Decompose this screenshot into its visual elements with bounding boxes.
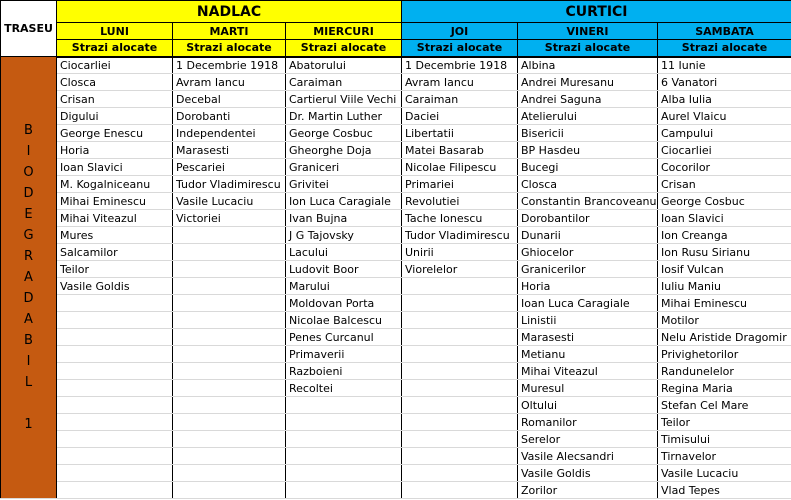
street-cell[interactable]: Ion Luca Caragiale [286,193,402,210]
street-cell[interactable]: Tudor Vladimirescu [173,176,286,193]
street-cell[interactable]: Revolutiei [402,193,518,210]
street-cell[interactable] [57,397,173,414]
table-row [1,74,791,91]
header-day-row [1,23,791,40]
street-cell[interactable]: Andrei Muresanu [518,74,658,91]
street-cell[interactable]: Bucegi [518,159,658,176]
traseu-letter: B [24,123,33,138]
street-cell[interactable]: Alba Iulia [658,91,791,108]
street-cell[interactable]: Abatorului [286,57,402,74]
street-cell[interactable]: Teilor [658,414,791,431]
street-cell[interactable]: Marului [286,278,402,295]
street-cell[interactable]: Tache Ionescu [402,210,518,227]
street-cell[interactable] [402,414,518,431]
group-header-nadlac[interactable]: NADLAC [57,1,402,23]
street-cell[interactable] [402,278,518,295]
street-cell[interactable]: Timisului [658,431,791,448]
street-cell[interactable]: Albina [518,57,658,74]
street-cell[interactable]: Nicolae Balcescu [286,312,402,329]
street-cell[interactable]: Pescariei [173,159,286,176]
street-cell[interactable]: Dorobantilor [518,210,658,227]
table-row [1,380,791,397]
street-cell[interactable]: Avram Iancu [402,74,518,91]
traseu-letter: D [23,291,34,306]
street-cell[interactable]: Stefan Cel Mare [658,397,791,414]
street-cell[interactable]: Daciei [402,108,518,125]
table-row [1,193,791,210]
sub-header-cell[interactable]: Strazi alocate [402,40,518,57]
street-cell[interactable] [402,448,518,465]
street-cell[interactable]: Serelor [518,431,658,448]
sub-header-cell[interactable]: Strazi alocate [286,40,402,57]
street-cell[interactable]: Primaverii [286,346,402,363]
street-cell[interactable]: Mihai Viteazul [57,210,173,227]
street-cell[interactable]: Iosif Vulcan [658,261,791,278]
traseu-name-cell[interactable] [1,57,57,499]
street-cell[interactable] [173,448,286,465]
street-cell[interactable]: Primariei [402,176,518,193]
table-row [1,414,791,431]
street-cell[interactable]: Ioan Slavici [658,210,791,227]
street-cell[interactable]: Crisan [57,91,173,108]
street-cell[interactable]: Linistii [518,312,658,329]
street-cell[interactable]: Crisan [658,176,791,193]
day-header-sambata[interactable]: SAMBATA [658,23,791,40]
table-row [1,465,791,482]
street-cell[interactable] [402,465,518,482]
table-row [1,363,791,380]
table-row [1,278,791,295]
street-cell[interactable]: Victoriei [173,210,286,227]
street-cell[interactable]: Ciocarliei [57,57,173,74]
street-cell[interactable]: Matei Basarab [402,142,518,159]
sub-header-cell[interactable]: Strazi alocate [658,40,791,57]
street-cell[interactable]: 1 Decembrie 1918 [402,57,518,74]
table-row [1,91,791,108]
sub-header-cell[interactable]: Strazi alocate [173,40,286,57]
street-cell[interactable] [173,227,286,244]
street-cell[interactable]: Bisericii [518,125,658,142]
table-row [1,295,791,312]
street-cell[interactable]: Ioan Luca Caragiale [518,295,658,312]
day-header-joi[interactable]: JOI [402,23,518,40]
table-row [1,142,791,159]
street-cell[interactable]: 1 Decembrie 1918 [173,57,286,74]
street-cell[interactable] [173,380,286,397]
traseu-letter: B [24,333,33,348]
street-cell[interactable] [57,414,173,431]
table-row [1,431,791,448]
table-row [1,329,791,346]
street-cell[interactable]: Ion Rusu Sirianu [658,244,791,261]
traseu-letter: E [24,207,33,222]
street-cell[interactable] [57,329,173,346]
traseu-letter: O [23,165,34,180]
street-cell[interactable]: Nicolae Filipescu [402,159,518,176]
street-cell[interactable] [57,363,173,380]
street-cell[interactable]: Dr. Martin Luther [286,108,402,125]
street-cell[interactable] [286,397,402,414]
traseu-letter: R [23,249,34,264]
street-cell[interactable]: 6 Vanatori [658,74,791,91]
street-cell[interactable] [402,312,518,329]
street-cell[interactable] [286,448,402,465]
header-group-row [1,1,791,23]
street-cell[interactable]: Marasesti [173,142,286,159]
street-cell[interactable]: Constantin Brancoveanu [518,193,658,210]
street-cell[interactable]: Vasile Goldis [518,465,658,482]
street-cell[interactable]: Dorobanti [173,108,286,125]
street-cell[interactable] [173,431,286,448]
sub-header-cell[interactable]: Strazi alocate [518,40,658,57]
street-cell[interactable] [402,329,518,346]
street-cell[interactable]: Vasile Lucaciu [658,465,791,482]
street-cell[interactable] [402,295,518,312]
street-cell[interactable]: Salcamilor [57,244,173,261]
street-cell[interactable]: Vasile Goldis [57,278,173,295]
traseu-letter: G [23,228,34,243]
street-cell[interactable]: Mihai Eminescu [57,193,173,210]
street-cell[interactable]: Motilor [658,312,791,329]
street-cell[interactable]: Razboieni [286,363,402,380]
street-cell[interactable]: Aurel Vlaicu [658,108,791,125]
street-cell[interactable] [173,295,286,312]
table-row [1,125,791,142]
street-cell[interactable] [57,380,173,397]
street-cell[interactable] [57,465,173,482]
street-cell[interactable]: Oltului [518,397,658,414]
street-cell[interactable]: Muresul [518,380,658,397]
street-cell[interactable] [173,465,286,482]
street-cell[interactable]: George Enescu [57,125,173,142]
street-cell[interactable]: Grivitei [286,176,402,193]
traseu-letter [26,393,30,414]
street-cell[interactable]: Andrei Saguna [518,91,658,108]
street-cell[interactable] [57,482,173,499]
street-cell[interactable]: Tudor Vladimirescu [402,227,518,244]
table-row [1,312,791,329]
street-cell[interactable] [173,244,286,261]
street-cell[interactable]: Graniceri [286,159,402,176]
street-cell[interactable] [173,414,286,431]
street-cell[interactable] [173,261,286,278]
street-cell[interactable]: Cocorilor [658,159,791,176]
street-cell[interactable]: Granicerilor [518,261,658,278]
header-sub-row [1,40,791,57]
street-cell[interactable]: M. Kogalniceanu [57,176,173,193]
street-cell[interactable]: Horia [518,278,658,295]
street-cell[interactable]: Ivan Bujna [286,210,402,227]
street-cell[interactable]: Privighetorilor [658,346,791,363]
table-row [1,57,791,74]
street-cell[interactable] [286,414,402,431]
street-cell[interactable]: Decebal [173,91,286,108]
traseu-header[interactable]: TRASEU [1,1,57,57]
street-cell[interactable]: Ion Creanga [658,227,791,244]
traseu-letter: A [24,270,33,285]
street-cell[interactable]: Horia [57,142,173,159]
street-cell[interactable] [402,380,518,397]
street-cell[interactable]: BP Hasdeu [518,142,658,159]
street-cell[interactable] [173,346,286,363]
street-cell[interactable]: Vasile Lucaciu [173,193,286,210]
street-cell[interactable]: Mihai Viteazul [518,363,658,380]
table-row [1,261,791,278]
street-cell[interactable] [173,397,286,414]
table-row [1,210,791,227]
street-cell[interactable]: Caraiman [402,91,518,108]
street-cell[interactable]: J G Tajovsky [286,227,402,244]
sub-header-cell[interactable]: Strazi alocate [57,40,173,57]
traseu-letter: 1 [24,417,33,432]
street-cell[interactable]: Metianu [518,346,658,363]
street-cell[interactable] [173,312,286,329]
street-cell[interactable]: Gheorghe Doja [286,142,402,159]
street-cell[interactable]: George Cosbuc [286,125,402,142]
street-cell[interactable]: Teilor [57,261,173,278]
street-cell[interactable] [402,482,518,499]
street-cell[interactable]: Ciocarliei [658,142,791,159]
street-cell[interactable] [286,482,402,499]
street-cell[interactable]: Ghiocelor [518,244,658,261]
street-cell[interactable]: Moldovan Porta [286,295,402,312]
street-cell[interactable] [286,431,402,448]
street-cell[interactable] [286,465,402,482]
street-cell[interactable] [402,346,518,363]
street-cell[interactable] [402,397,518,414]
traseu-letter: L [24,375,33,390]
street-cell[interactable]: Vlad Tepes [658,482,791,499]
street-cell[interactable]: Lacului [286,244,402,261]
street-cell[interactable]: 11 Iunie [658,57,791,74]
day-header-miercuri[interactable]: MIERCURI [286,23,402,40]
street-cell[interactable] [57,312,173,329]
street-cell[interactable]: Closca [518,176,658,193]
street-cell[interactable]: Penes Curcanul [286,329,402,346]
street-cell[interactable]: Closca [57,74,173,91]
street-cell[interactable]: Zorilor [518,482,658,499]
day-header-marti[interactable]: MARTI [173,23,286,40]
street-cell[interactable] [57,431,173,448]
table-row [1,397,791,414]
day-header-luni[interactable]: LUNI [57,23,173,40]
table-row [1,482,791,499]
street-cell[interactable]: Mures [57,227,173,244]
table-row [1,176,791,193]
day-header-vineri[interactable]: VINERI [518,23,658,40]
traseu-letter: D [23,186,34,201]
traseu-letter: I [26,354,31,369]
street-cell[interactable]: Dunarii [518,227,658,244]
street-cell[interactable]: Libertatii [402,125,518,142]
street-cell[interactable]: Cartierul Viile Vechi [286,91,402,108]
street-cell[interactable] [173,482,286,499]
street-cell[interactable]: Tirnavelor [658,448,791,465]
table-row [1,448,791,465]
street-cell[interactable]: Caraiman [286,74,402,91]
traseu-letters [1,120,56,435]
street-cell[interactable]: Ioan Slavici [57,159,173,176]
table-row [1,159,791,176]
street-cell[interactable]: Viorelelor [402,261,518,278]
street-cell[interactable]: Digului [57,108,173,125]
street-cell[interactable] [57,346,173,363]
street-cell[interactable]: Regina Maria [658,380,791,397]
street-cell[interactable]: Unirii [402,244,518,261]
table-row [1,346,791,363]
street-cell[interactable]: Ludovit Boor [286,261,402,278]
street-cell[interactable] [57,295,173,312]
street-cell[interactable]: Independentei [173,125,286,142]
traseu-letter: I [26,144,31,159]
street-cell[interactable]: Mihai Eminescu [658,295,791,312]
street-cell[interactable]: Marasesti [518,329,658,346]
street-cell[interactable]: Romanilor [518,414,658,431]
table-row [1,108,791,125]
table-row [1,244,791,261]
street-cell[interactable]: Avram Iancu [173,74,286,91]
street-cell[interactable] [402,431,518,448]
traseu-letter: A [24,312,33,327]
street-cell[interactable] [173,363,286,380]
street-cell[interactable]: Atelierului [518,108,658,125]
street-cell[interactable] [173,329,286,346]
street-cell[interactable]: Iuliu Maniu [658,278,791,295]
street-cell[interactable] [402,363,518,380]
street-cell[interactable]: Randunelelor [658,363,791,380]
street-cell[interactable]: George Cosbuc [658,193,791,210]
table-row [1,227,791,244]
street-cell[interactable] [57,448,173,465]
group-header-curtici[interactable]: CURTICI [402,1,791,23]
street-cell[interactable]: Campului [658,125,791,142]
street-cell[interactable] [173,278,286,295]
street-cell[interactable]: Recoltei [286,380,402,397]
street-cell[interactable]: Vasile Alecsandri [518,448,658,465]
street-cell[interactable]: Nelu Aristide Dragomir [658,329,791,346]
